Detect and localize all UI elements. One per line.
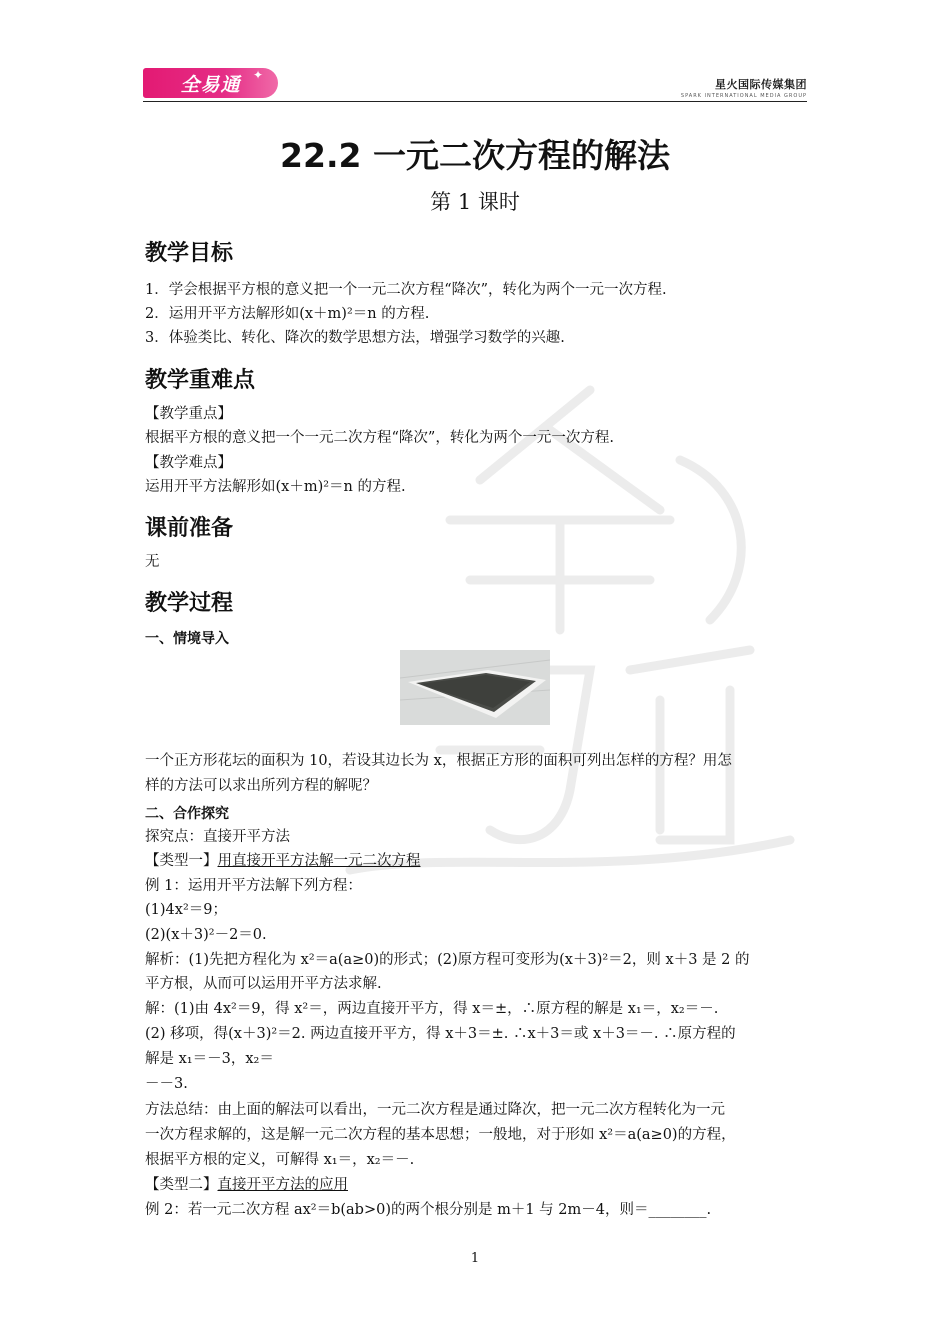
type2-heading xyxy=(145,1176,348,1194)
type1-title: 用直接开平方法解一元二次方程 xyxy=(217,853,421,869)
example1-line: 解析：(1)先把方程化为 x²＝a(a≥0)的形式；(2)原方程可变形为(x＋3)²＝2，则 x＋3 是 2 的 xyxy=(145,952,750,968)
intro-line: 样的方法可以求出所列方程的解呢？ xyxy=(145,778,377,794)
example1-line: 根据平方根的定义，可解得 x₁＝，x₂＝－. xyxy=(145,1152,415,1168)
heading-goals: 教学目标 xyxy=(145,241,234,266)
watermark-logo xyxy=(330,370,810,910)
page-subtitle: 第 1 课时 xyxy=(430,190,520,214)
heading-keypoints: 教学重难点 xyxy=(145,368,256,393)
difficult-text: 运用开平方法解形如(x＋m)²＝n 的方程. xyxy=(145,479,406,495)
header-divider xyxy=(143,101,807,102)
example1-line: 例 1：运用开平方法解下列方程： xyxy=(145,878,362,894)
publisher-brand xyxy=(681,76,807,99)
logo-text: 全易通 xyxy=(180,73,241,96)
example1-line: 方法总结：由上面的解法可以看出，一元二次方程是通过降次，把一元二次方程转化为一元 xyxy=(145,1102,725,1118)
key-label: 【教学重点】 xyxy=(145,406,232,422)
quanyitong-logo xyxy=(143,68,278,98)
type2-label: 【类型二】 xyxy=(145,1177,218,1193)
heading-process: 教学过程 xyxy=(145,591,234,616)
key-text: 根据平方根的意义把一个一元二次方程“降次”，转化为两个一元一次方程. xyxy=(145,430,614,446)
sparkle-icon: ✦ xyxy=(252,68,264,82)
goal-item: 3．体验类比、转化、降次的数学思想方法，增强学习数学的兴趣. xyxy=(145,330,565,346)
part-scenario-intro: 一、情境导入 xyxy=(145,631,229,647)
example1-line: (2) 移项，得(x＋3)²＝2. 两边直接开平方，得 x＋3＝±. ∴x＋3＝或 x＋3＝－. ∴原方程的 xyxy=(145,1026,736,1042)
goal-item: 2．运用开平方法解形如(x＋m)²＝n 的方程. xyxy=(145,306,430,322)
example1-line: (2)(x＋3)²－2＝0. xyxy=(145,927,267,943)
example1-line: 解是 x₁＝－3，x₂＝ xyxy=(145,1051,274,1067)
goal-item: 1．学会根据平方根的意义把一个一元二次方程“降次”，转化为两个一元一次方程. xyxy=(145,282,667,298)
example1-line: 解：(1)由 4x²＝9，得 x²＝，两边直接开平方，得 x＝±，∴原方程的解是 x₁＝，x₂＝－. xyxy=(145,1001,719,1017)
heading-prep: 课前准备 xyxy=(145,516,234,541)
example1-line: (1)4x²＝9； xyxy=(145,902,227,918)
type1-heading xyxy=(145,852,421,870)
example2-line: 例 2：若一元二次方程 ax²＝b(ab>0)的两个根分别是 m＋1 与 2m－4，则＝________. xyxy=(145,1202,712,1218)
explore-point: 探究点：直接开平方法 xyxy=(145,829,290,845)
part-cooperative-inquiry: 二、合作探究 xyxy=(145,806,229,822)
flowerbed-photo xyxy=(400,650,550,725)
prep-text: 无 xyxy=(145,554,160,570)
example1-line: 一次方程求解的，这是解一元二次方程的基本思想；一般地，对于形如 x²＝a(a≥0)的方程， xyxy=(145,1127,736,1143)
example1-line: 平方根，从而可以运用开平方法求解. xyxy=(145,976,382,992)
type2-title: 直接开平方法的应用 xyxy=(217,1177,348,1193)
brand-name: 星火国际传媒集团 xyxy=(715,78,807,91)
example1-line: －－3. xyxy=(145,1076,188,1092)
type1-label: 【类型一】 xyxy=(145,853,218,869)
intro-line: 一个正方形花坛的面积为 10，若设其边长为 x，根据正方形的面积可列出怎样的方程？用怎 xyxy=(145,753,732,769)
page-number: 1 xyxy=(470,1251,480,1266)
page-title: 22.2 一元二次方程的解法 xyxy=(280,136,670,175)
difficult-label: 【教学难点】 xyxy=(145,455,232,471)
brand-subtitle: SPARK INTERNATIONAL MEDIA GROUP xyxy=(680,93,807,99)
